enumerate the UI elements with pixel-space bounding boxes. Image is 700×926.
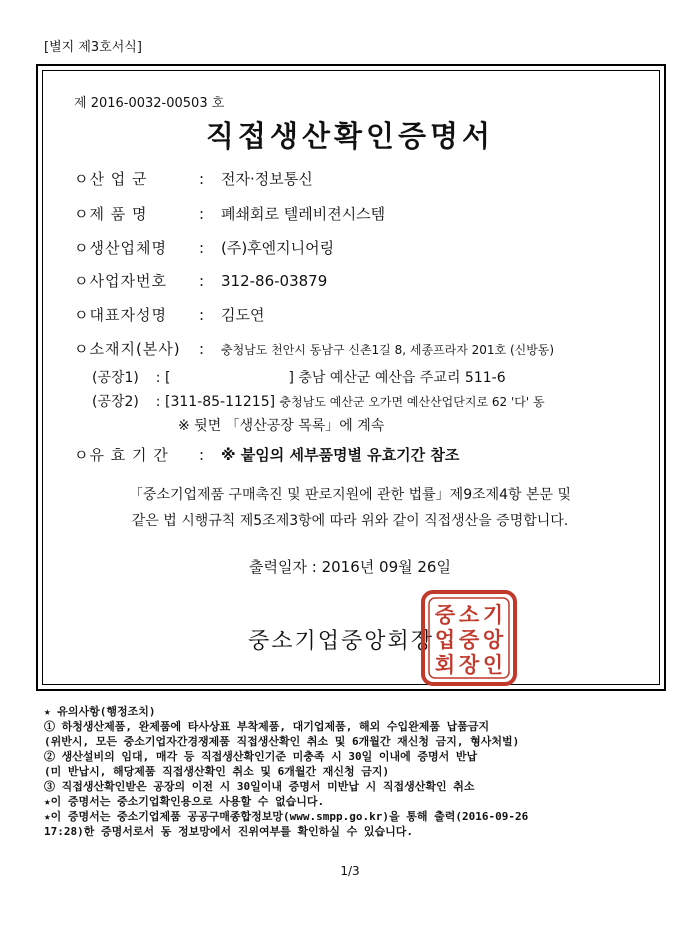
field-label: ㅇ유 효 기 간 [74,446,169,464]
note-line: ★ 유의사항(행정조치) [44,705,156,718]
field-label: ㅇ소재지(본사) [74,340,181,358]
factory-continuation-note: ※ 뒷면 「생산공장 목록」에 계속 [178,418,385,434]
svg-text:회: 회 [434,653,456,677]
field-value: 312-86-03879 [221,272,328,290]
factory-reg-number: 311-85-11215 [170,394,270,410]
document-title: 직접생산확인증명서 [205,119,495,153]
field-value: 충청남도 천안시 동남구 신촌1길 8, 세종프라자 201호 (신방동) [221,343,555,357]
field-value: (주)후엔지니어링 [221,239,335,257]
field-value: 폐쇄회로 텔레비젼시스템 [221,205,386,223]
field-industry: ㅇ산 업 군 : 전자·정보통신 [74,170,313,188]
svg-text:기: 기 [482,603,504,627]
note-line: (위반시, 모든 중소기업자간경쟁제품 직접생산확인 취소 및 6개월간 재신청 금지, 형사처벌) [44,735,520,748]
field-validity: ㅇ유 효 기 간 : ※ 붙임의 세부품명별 유효기간 참조 [74,446,460,464]
field-head-office: ㅇ소재지(본사) : 충청남도 천안시 동남구 신촌1길 8, 세종프라자 201호 (신방동) [74,340,555,358]
legal-text-line-2: 같은 법 시행규칙 제5조제3항에 따라 위와 같이 직접생산을 증명합니다. [131,513,569,529]
field-representative: ㅇ대표자성명 : 김도연 [74,306,265,324]
note-line: 17:28)한 증명서로서 동 정보망에서 진위여부를 확인하실 수 있습니다. [44,825,413,838]
certificate-number: 제 2016-0032-00503 호 [74,96,225,111]
factory-label: (공장1) [92,370,139,386]
svg-text:업: 업 [434,628,456,652]
note-line: ★이 증명서는 중소기업제품 공공구매종합정보망(www.smpp.go.kr)을 통해 출력(2016-09-26 [44,810,529,823]
note-line: ② 생산설비의 임대, 매각 등 직접생산확인기준 미충족 시 30일 이내에 증명서 반납 [44,750,478,763]
note-line: (미 반납시, 해당제품 직접생산확인 취소 및 6개월간 재신청 금지) [44,765,390,778]
field-value: ※ 붙임의 세부품명별 유효기간 참조 [221,446,460,464]
svg-text:장: 장 [458,653,480,677]
factory-address: 충남 예산군 예산읍 주교리 511-6 [298,370,506,386]
legal-text-line-1: 「중소기업제품 구매촉진 및 판로지원에 관한 법률」제9조제4항 본문 및 [128,487,572,503]
official-seal-icon [420,589,518,687]
field-value: 김도연 [221,306,265,324]
svg-text:인: 인 [482,653,504,677]
factory-label: (공장2) [92,394,139,410]
field-product: ㅇ제 품 명 : 폐쇄회로 텔레비젼시스템 [74,205,386,223]
svg-text:중: 중 [434,603,456,627]
svg-text:소: 소 [458,603,480,627]
note-line: ① 하청생산제품, 완제품에 타사상표 부착제품, 대기업제품, 해외 수입완제품 납품금지 [44,720,490,733]
note-line: ③ 직접생산확인받은 공장의 이전 시 30일이내 증명서 미반납 시 직접생산확인 취소 [44,780,475,793]
field-label: ㅇ제 품 명 [74,205,148,223]
field-label: ㅇ생산업체명 [74,239,167,257]
factory-1: (공장1) : [ ] 충남 예산군 예산읍 주교리 511-6 [92,370,506,386]
issuer-name: 중소기업중앙회장 [248,629,435,654]
output-date: 출력일자 : 2016년 09월 26일 [249,558,451,576]
note-line: ★이 증명서는 중소기업확인용으로 사용할 수 없습니다. [44,795,325,808]
factory-2: (공장2) : [311-85-11215] 충청남도 예산군 오가면 예산산업단지로 62 '다' 동 [92,394,545,410]
field-label: ㅇ대표자성명 [74,306,167,324]
svg-text:중: 중 [458,628,480,652]
page-number: 1/3 [340,864,360,878]
field-company: ㅇ생산업체명 : (주)후엔지니어링 [74,239,335,257]
field-business-number: ㅇ사업자번호 : 312-86-03879 [74,272,328,290]
svg-text:앙: 앙 [482,628,504,652]
notes-section [44,704,664,839]
field-label: ㅇ사업자번호 [74,272,167,290]
form-tag: [별지 제3호서식] [44,40,142,55]
factory-address: 충청남도 예산군 오가면 예산산업단지로 62 '다' 동 [279,395,545,409]
field-value: 전자·정보통신 [221,170,313,188]
field-label: ㅇ산 업 군 [74,170,148,188]
